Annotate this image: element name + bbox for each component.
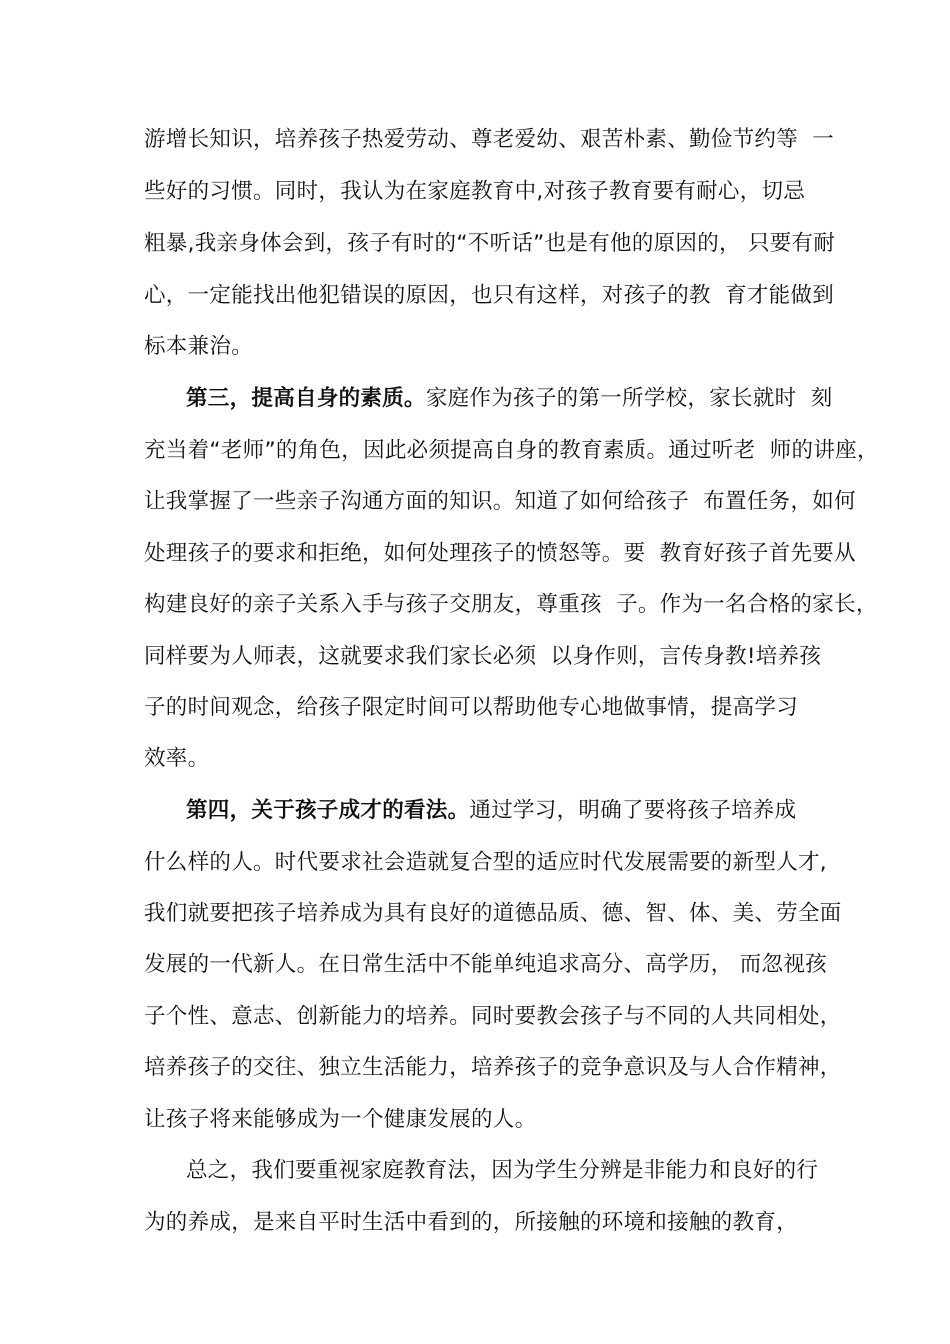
text-line: 为的养成，是来自平时生活中看到的，所接触的环境和接触的教育， bbox=[144, 1210, 799, 1235]
text-line: 构建良好的亲子关系入手与孩子交朋友，尊重孩 子。作为一名合格的家长， bbox=[144, 592, 878, 617]
text-line: 效率。 bbox=[144, 746, 210, 771]
text-line: 培养孩子的交往、独立生活能力，培养孩子的竞争意识及与人合作精神， bbox=[144, 1055, 842, 1080]
paragraph-3-heading: 第三，提高自身的素质。 bbox=[186, 386, 426, 411]
paragraph-4-heading: 第四，关于孩子成才的看法。 bbox=[186, 798, 470, 823]
text-line: 些好的习惯。同时，我认为在家庭教育中,对孩子教育要有耐心，切忌 bbox=[144, 179, 806, 204]
text-line: 粗暴,我亲身体会到，孩子有时的“不听话”也是有他的原因的， 只要有耐 bbox=[144, 231, 836, 256]
text-line: 我们就要把孩子培养成为具有良好的道德品质、德、智、体、美、劳全面 bbox=[144, 901, 842, 926]
text-fragment: 刻 bbox=[810, 386, 833, 411]
text-line: 总之，我们要重视家庭教育法，因为学生分辨是非能力和良好的行 bbox=[186, 1158, 819, 1183]
text-line: 同样要为人师表，这就要求我们家长必须 以身作则，言传身教!培养孩 bbox=[144, 644, 822, 669]
text-line: 让我掌握了一些亲子沟通方面的知识。知道了如何给孩子 布置任务，如何 bbox=[144, 489, 856, 514]
text-line: 游增长知识，培养孩子热爱劳动、尊老爱幼、艰苦朴素、勤俭节约等 一 bbox=[144, 127, 835, 152]
paragraph-4-first-line bbox=[186, 793, 796, 829]
text-line: 发展的一代新人。在日常生活中不能单纯追求高分、高学历， 而忽视孩 bbox=[144, 952, 827, 977]
text-line: 什么样的人。时代要求社会造就复合型的适应时代发展需要的新型人才, bbox=[144, 850, 827, 875]
paragraph-3-first-line bbox=[186, 381, 833, 417]
text-line: 子的时间观念，给孩子限定时间可以帮助他专心地做事情，提高学习 bbox=[144, 695, 799, 720]
paragraph-3-text: 家庭作为孩子的第一所学校，家长就时 bbox=[425, 386, 811, 411]
text-line: 让孩子将来能够成为一个健康发展的人。 bbox=[144, 1107, 537, 1132]
text-line: 标本兼治。 bbox=[144, 334, 254, 359]
text-line: 充当着“老师”的角色，因此必须提高自身的教育素质。通过听老 师的讲座， bbox=[144, 438, 879, 463]
text-line: 处理孩子的要求和拒绝，如何处理孩子的愤怒等。要 教育好孩子首先要从 bbox=[144, 541, 856, 566]
text-line: 心，一定能找出他犯错误的原因，也只有这样，对孩子的教 育才能做到 bbox=[144, 283, 835, 308]
paragraph-4-text: 通过学习，明确了要将孩子培养成 bbox=[469, 798, 797, 823]
text-line: 子个性、意志、创新能力的培养。同时要教会孩子与不同的人共同相处， bbox=[144, 1004, 842, 1029]
